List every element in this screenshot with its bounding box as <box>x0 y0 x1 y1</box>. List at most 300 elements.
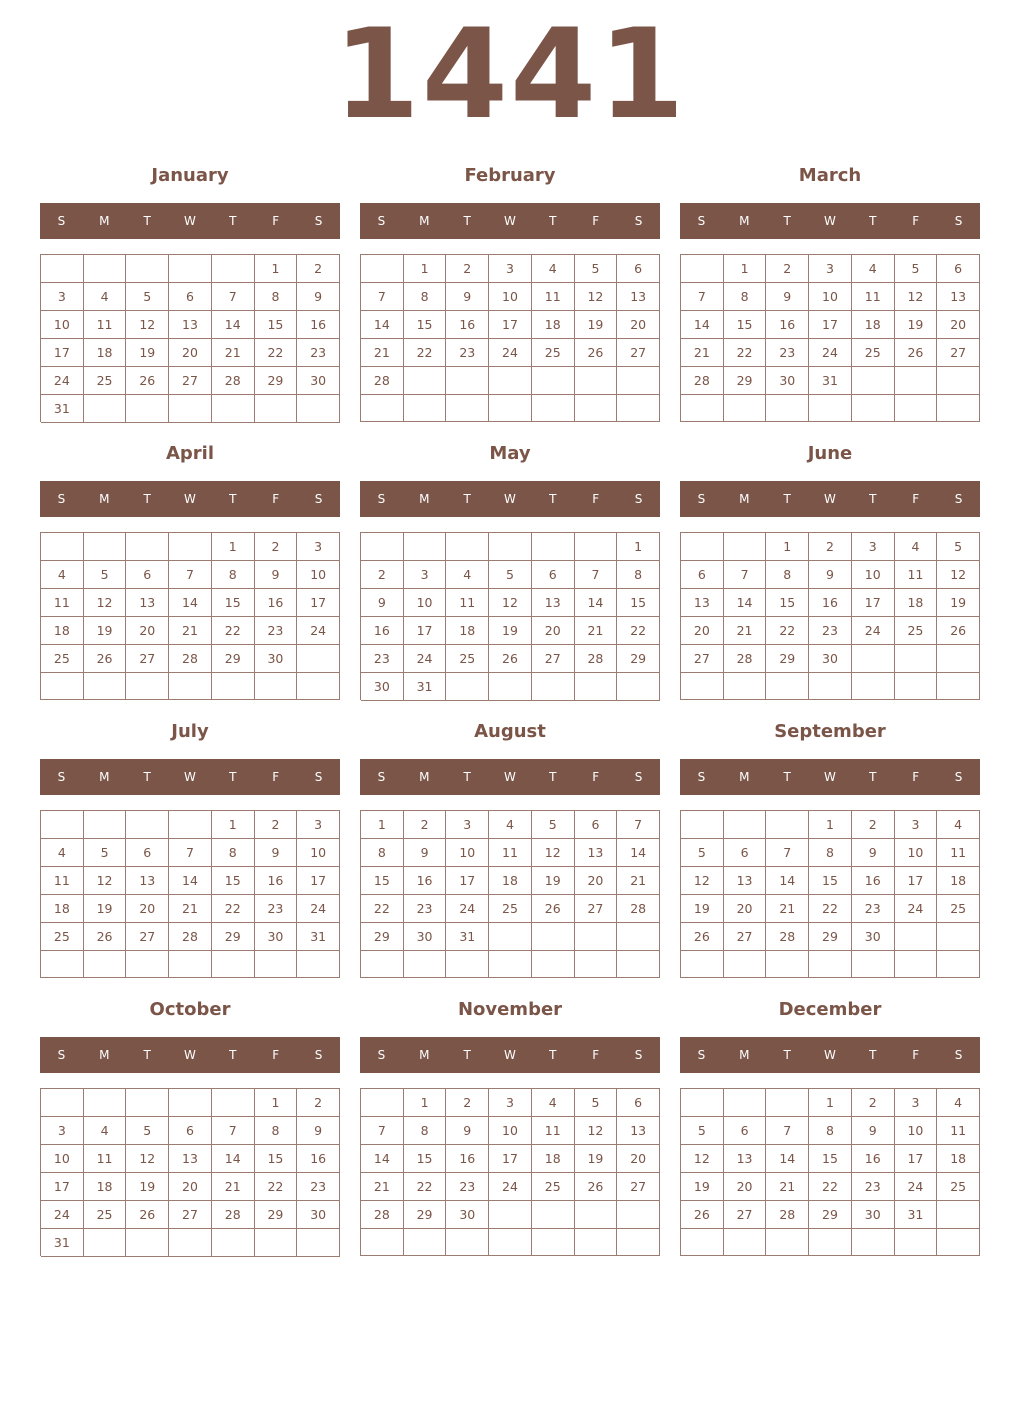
day-cell: 31 <box>809 367 852 395</box>
day-cell: 3 <box>297 811 340 839</box>
weekday-label: T <box>463 770 471 784</box>
day-cell: 7 <box>617 811 660 839</box>
day-cell: 7 <box>361 1117 404 1145</box>
day-cell: 26 <box>532 895 575 923</box>
weekday-label: T <box>229 1048 237 1062</box>
days-grid <box>40 810 340 978</box>
weekday-label: T <box>783 1048 791 1062</box>
day-cell: 24 <box>297 895 340 923</box>
day-cell: 5 <box>895 255 938 283</box>
weekday-label: S <box>954 214 963 228</box>
day-cell: 31 <box>41 1229 84 1257</box>
day-cell: 11 <box>84 311 127 339</box>
day-cell-empty <box>255 1229 298 1257</box>
days-grid <box>40 532 340 700</box>
day-cell: 13 <box>169 311 212 339</box>
day-cell: 22 <box>404 339 447 367</box>
day-cell: 7 <box>169 839 212 867</box>
day-cell-empty <box>126 1229 169 1257</box>
day-cell: 17 <box>852 589 895 617</box>
day-cell: 4 <box>84 1117 127 1145</box>
day-cell: 6 <box>681 561 724 589</box>
day-cell: 21 <box>766 895 809 923</box>
day-cell: 15 <box>617 589 660 617</box>
day-cell-empty <box>84 395 127 423</box>
days-grid <box>680 532 980 700</box>
day-cell: 28 <box>361 367 404 395</box>
day-cell: 21 <box>361 339 404 367</box>
day-cell: 2 <box>297 255 340 283</box>
day-cell: 14 <box>212 311 255 339</box>
day-cell: 29 <box>809 1201 852 1229</box>
day-cell: 6 <box>617 255 660 283</box>
day-cell: 4 <box>84 283 127 311</box>
days-grid <box>360 532 660 700</box>
weekday-label: W <box>184 1048 196 1062</box>
day-cell: 9 <box>255 839 298 867</box>
day-cell-empty <box>212 951 255 978</box>
day-cell: 14 <box>361 1145 404 1173</box>
day-cell: 4 <box>489 811 532 839</box>
day-cell-empty <box>404 1229 447 1256</box>
day-cell: 25 <box>937 895 980 923</box>
day-cell-empty <box>126 395 169 423</box>
day-cell: 8 <box>404 283 447 311</box>
day-cell: 9 <box>446 283 489 311</box>
day-cell: 30 <box>852 1201 895 1229</box>
day-cell: 13 <box>126 589 169 617</box>
weekday-label: T <box>549 1048 557 1062</box>
day-cell: 4 <box>937 1089 980 1117</box>
day-cell: 16 <box>852 867 895 895</box>
day-cell-empty <box>212 255 255 283</box>
day-cell-empty <box>84 951 127 978</box>
day-cell: 30 <box>446 1201 489 1229</box>
day-cell-empty <box>361 1089 404 1117</box>
day-cell: 13 <box>724 867 767 895</box>
day-cell: 9 <box>852 839 895 867</box>
day-cell: 9 <box>852 1117 895 1145</box>
day-cell: 6 <box>169 1117 212 1145</box>
day-cell: 1 <box>809 1089 852 1117</box>
day-cell: 27 <box>169 1201 212 1229</box>
day-cell: 15 <box>404 1145 447 1173</box>
day-cell-empty <box>575 673 618 701</box>
weekday-label: W <box>504 1048 516 1062</box>
day-cell-empty <box>532 923 575 951</box>
day-cell: 7 <box>169 561 212 589</box>
day-cell: 18 <box>41 617 84 645</box>
day-cell: 16 <box>446 1145 489 1173</box>
day-cell: 15 <box>212 589 255 617</box>
day-cell: 14 <box>724 589 767 617</box>
day-cell: 10 <box>404 589 447 617</box>
day-cell: 14 <box>169 867 212 895</box>
day-cell-empty <box>404 951 447 978</box>
day-cell: 6 <box>169 283 212 311</box>
day-cell: 5 <box>937 533 980 561</box>
day-cell-empty <box>724 395 767 422</box>
month-may <box>360 436 660 706</box>
day-cell: 22 <box>361 895 404 923</box>
day-cell: 23 <box>766 339 809 367</box>
day-cell-empty <box>937 1229 980 1256</box>
day-cell: 24 <box>809 339 852 367</box>
day-cell: 8 <box>255 283 298 311</box>
day-cell: 20 <box>681 617 724 645</box>
day-cell: 2 <box>766 255 809 283</box>
day-cell: 14 <box>169 589 212 617</box>
day-cell: 14 <box>361 311 404 339</box>
day-cell-empty <box>297 645 340 673</box>
weekday-header <box>680 759 980 795</box>
days-grid <box>360 1088 660 1256</box>
day-cell: 11 <box>446 589 489 617</box>
day-cell: 3 <box>489 255 532 283</box>
day-cell-empty <box>617 673 660 701</box>
days-grid <box>680 810 980 978</box>
day-cell: 9 <box>297 1117 340 1145</box>
day-cell-empty <box>126 255 169 283</box>
day-cell-empty <box>255 673 298 700</box>
day-cell-empty <box>212 395 255 423</box>
day-cell: 11 <box>532 283 575 311</box>
day-cell: 24 <box>852 617 895 645</box>
day-cell-empty <box>297 951 340 978</box>
weekday-label: S <box>634 770 643 784</box>
day-cell: 12 <box>575 283 618 311</box>
day-cell-empty <box>724 811 767 839</box>
day-cell-empty <box>681 395 724 422</box>
weekday-label: T <box>549 492 557 506</box>
day-cell: 10 <box>41 311 84 339</box>
day-cell: 29 <box>212 923 255 951</box>
weekday-header <box>360 203 660 239</box>
day-cell: 7 <box>575 561 618 589</box>
day-cell: 7 <box>681 283 724 311</box>
day-cell-empty <box>575 951 618 978</box>
weekday-label: M <box>419 770 430 784</box>
day-cell: 31 <box>41 395 84 423</box>
day-cell: 29 <box>255 367 298 395</box>
day-cell-empty <box>681 533 724 561</box>
day-cell: 22 <box>724 339 767 367</box>
day-cell: 12 <box>532 839 575 867</box>
day-cell-empty <box>489 951 532 978</box>
day-cell: 23 <box>446 339 489 367</box>
day-cell: 17 <box>297 867 340 895</box>
days-grid <box>680 1088 980 1256</box>
day-cell-empty <box>937 645 980 673</box>
weekday-label: S <box>697 770 706 784</box>
day-cell: 23 <box>297 1173 340 1201</box>
day-cell: 27 <box>681 645 724 673</box>
day-cell: 31 <box>404 673 447 701</box>
day-cell: 30 <box>852 923 895 951</box>
day-cell-empty <box>84 533 127 561</box>
day-cell: 28 <box>681 367 724 395</box>
day-cell: 15 <box>404 311 447 339</box>
day-cell: 19 <box>532 867 575 895</box>
day-cell: 11 <box>41 867 84 895</box>
day-cell: 29 <box>404 1201 447 1229</box>
day-cell-empty <box>297 673 340 700</box>
day-cell: 8 <box>724 283 767 311</box>
day-cell: 17 <box>41 339 84 367</box>
day-cell: 11 <box>489 839 532 867</box>
weekday-label: T <box>869 214 877 228</box>
day-cell-empty <box>575 533 618 561</box>
day-cell-empty <box>937 367 980 395</box>
day-cell: 24 <box>41 367 84 395</box>
day-cell: 20 <box>126 895 169 923</box>
day-cell: 25 <box>489 895 532 923</box>
day-cell: 22 <box>212 895 255 923</box>
day-cell: 29 <box>212 645 255 673</box>
day-cell: 14 <box>766 1145 809 1173</box>
day-cell-empty <box>126 951 169 978</box>
month-name: December <box>778 999 882 1020</box>
day-cell: 1 <box>404 1089 447 1117</box>
weekday-label: W <box>184 214 196 228</box>
day-cell: 19 <box>895 311 938 339</box>
day-cell-empty <box>169 811 212 839</box>
day-cell-empty <box>84 811 127 839</box>
day-cell: 5 <box>575 1089 618 1117</box>
day-cell-empty <box>169 1229 212 1257</box>
day-cell: 11 <box>937 1117 980 1145</box>
day-cell: 13 <box>126 867 169 895</box>
weekday-label: F <box>272 1048 280 1062</box>
month-december <box>680 992 980 1262</box>
weekday-label: S <box>314 214 323 228</box>
day-cell-empty <box>681 255 724 283</box>
day-cell: 26 <box>575 1173 618 1201</box>
weekday-label: S <box>634 1048 643 1062</box>
day-cell-empty <box>895 923 938 951</box>
day-cell-empty <box>361 951 404 978</box>
days-grid <box>40 1088 340 1256</box>
day-cell: 21 <box>617 867 660 895</box>
day-cell: 16 <box>809 589 852 617</box>
day-cell: 17 <box>41 1173 84 1201</box>
day-cell: 9 <box>766 283 809 311</box>
day-cell-empty <box>766 1229 809 1256</box>
month-name: August <box>474 721 546 742</box>
weekday-label: T <box>463 1048 471 1062</box>
day-cell: 1 <box>809 811 852 839</box>
day-cell-empty <box>126 1089 169 1117</box>
day-cell: 12 <box>575 1117 618 1145</box>
month-name: November <box>457 999 563 1020</box>
day-cell: 8 <box>766 561 809 589</box>
weekday-label: T <box>783 214 791 228</box>
weekday-label: F <box>592 1048 600 1062</box>
day-cell-empty <box>895 1229 938 1256</box>
day-cell: 6 <box>126 561 169 589</box>
weekday-header <box>360 481 660 517</box>
day-cell: 22 <box>404 1173 447 1201</box>
day-cell: 17 <box>446 867 489 895</box>
day-cell: 9 <box>297 283 340 311</box>
day-cell: 6 <box>724 1117 767 1145</box>
day-cell: 1 <box>617 533 660 561</box>
days-grid <box>360 254 660 422</box>
weekday-label: M <box>739 770 750 784</box>
day-cell: 30 <box>809 645 852 673</box>
day-cell: 10 <box>297 561 340 589</box>
day-cell: 2 <box>852 811 895 839</box>
day-cell: 25 <box>895 617 938 645</box>
day-cell: 10 <box>809 283 852 311</box>
day-cell-empty <box>766 1089 809 1117</box>
day-cell-empty <box>84 1229 127 1257</box>
day-cell: 1 <box>724 255 767 283</box>
day-cell: 12 <box>126 1145 169 1173</box>
day-cell: 24 <box>895 895 938 923</box>
day-cell: 6 <box>126 839 169 867</box>
day-cell: 28 <box>169 923 212 951</box>
month-october <box>40 992 340 1262</box>
day-cell: 28 <box>766 1201 809 1229</box>
day-cell-empty <box>575 367 618 395</box>
day-cell-empty <box>255 951 298 978</box>
day-cell: 27 <box>724 1201 767 1229</box>
day-cell: 17 <box>895 1145 938 1173</box>
day-cell-empty <box>169 1089 212 1117</box>
day-cell: 14 <box>575 589 618 617</box>
day-cell: 27 <box>617 1173 660 1201</box>
day-cell: 28 <box>617 895 660 923</box>
day-cell: 10 <box>446 839 489 867</box>
day-cell: 20 <box>575 867 618 895</box>
weekday-label: S <box>697 214 706 228</box>
day-cell: 6 <box>575 811 618 839</box>
day-cell-empty <box>724 951 767 978</box>
year-title: 1441 <box>333 3 687 147</box>
day-cell: 5 <box>489 561 532 589</box>
day-cell: 23 <box>361 645 404 673</box>
day-cell-empty <box>809 395 852 422</box>
day-cell: 1 <box>255 1089 298 1117</box>
day-cell: 18 <box>852 311 895 339</box>
weekday-label: S <box>314 492 323 506</box>
day-cell-empty <box>169 951 212 978</box>
day-cell: 25 <box>446 645 489 673</box>
day-cell-empty <box>724 673 767 700</box>
day-cell: 9 <box>446 1117 489 1145</box>
day-cell-empty <box>169 255 212 283</box>
weekday-label: F <box>912 1048 920 1062</box>
day-cell-empty <box>809 1229 852 1256</box>
month-september <box>680 714 980 984</box>
day-cell: 8 <box>809 839 852 867</box>
day-cell: 4 <box>532 255 575 283</box>
day-cell-empty <box>617 951 660 978</box>
weekday-label: T <box>869 1048 877 1062</box>
day-cell: 3 <box>446 811 489 839</box>
day-cell-empty <box>937 951 980 978</box>
day-cell-empty <box>41 533 84 561</box>
day-cell-empty <box>446 395 489 422</box>
day-cell: 2 <box>852 1089 895 1117</box>
day-cell: 19 <box>681 1173 724 1201</box>
day-cell: 12 <box>126 311 169 339</box>
day-cell: 27 <box>724 923 767 951</box>
day-cell: 4 <box>41 561 84 589</box>
day-cell-empty <box>446 533 489 561</box>
day-cell: 8 <box>212 839 255 867</box>
day-cell: 18 <box>532 1145 575 1173</box>
day-cell: 16 <box>297 311 340 339</box>
day-cell: 8 <box>255 1117 298 1145</box>
day-cell: 16 <box>361 617 404 645</box>
weekday-label: S <box>57 1048 66 1062</box>
day-cell-empty <box>361 255 404 283</box>
weekday-label: W <box>824 770 836 784</box>
day-cell: 29 <box>809 923 852 951</box>
day-cell-empty <box>852 367 895 395</box>
day-cell-empty <box>766 951 809 978</box>
day-cell: 26 <box>126 1201 169 1229</box>
weekday-header <box>40 759 340 795</box>
day-cell-empty <box>84 1089 127 1117</box>
day-cell: 19 <box>84 617 127 645</box>
day-cell-empty <box>489 923 532 951</box>
weekday-label: T <box>229 214 237 228</box>
weekday-label: T <box>463 492 471 506</box>
day-cell: 3 <box>895 811 938 839</box>
day-cell: 4 <box>41 839 84 867</box>
days-grid <box>680 254 980 422</box>
day-cell-empty <box>575 1201 618 1229</box>
day-cell-empty <box>852 395 895 422</box>
day-cell: 20 <box>937 311 980 339</box>
weekday-label: W <box>184 770 196 784</box>
day-cell-empty <box>617 1201 660 1229</box>
day-cell: 8 <box>809 1117 852 1145</box>
day-cell: 31 <box>895 1201 938 1229</box>
day-cell: 10 <box>41 1145 84 1173</box>
day-cell: 2 <box>255 811 298 839</box>
weekday-label: M <box>419 214 430 228</box>
day-cell-empty <box>895 395 938 422</box>
month-name: May <box>489 443 531 464</box>
day-cell: 8 <box>361 839 404 867</box>
day-cell: 16 <box>852 1145 895 1173</box>
day-cell-empty <box>84 255 127 283</box>
day-cell: 17 <box>297 589 340 617</box>
weekday-label: W <box>504 770 516 784</box>
day-cell-empty <box>681 1229 724 1256</box>
day-cell: 16 <box>404 867 447 895</box>
day-cell: 12 <box>681 867 724 895</box>
day-cell: 7 <box>724 561 767 589</box>
day-cell: 24 <box>41 1201 84 1229</box>
day-cell: 4 <box>446 561 489 589</box>
day-cell: 24 <box>489 339 532 367</box>
day-cell: 7 <box>766 839 809 867</box>
day-cell-empty <box>532 395 575 422</box>
day-cell: 2 <box>446 1089 489 1117</box>
day-cell: 19 <box>575 311 618 339</box>
weekday-label: S <box>314 770 323 784</box>
day-cell: 18 <box>84 1173 127 1201</box>
day-cell-empty <box>361 395 404 422</box>
day-cell: 20 <box>169 339 212 367</box>
day-cell: 18 <box>41 895 84 923</box>
weekday-header <box>40 481 340 517</box>
